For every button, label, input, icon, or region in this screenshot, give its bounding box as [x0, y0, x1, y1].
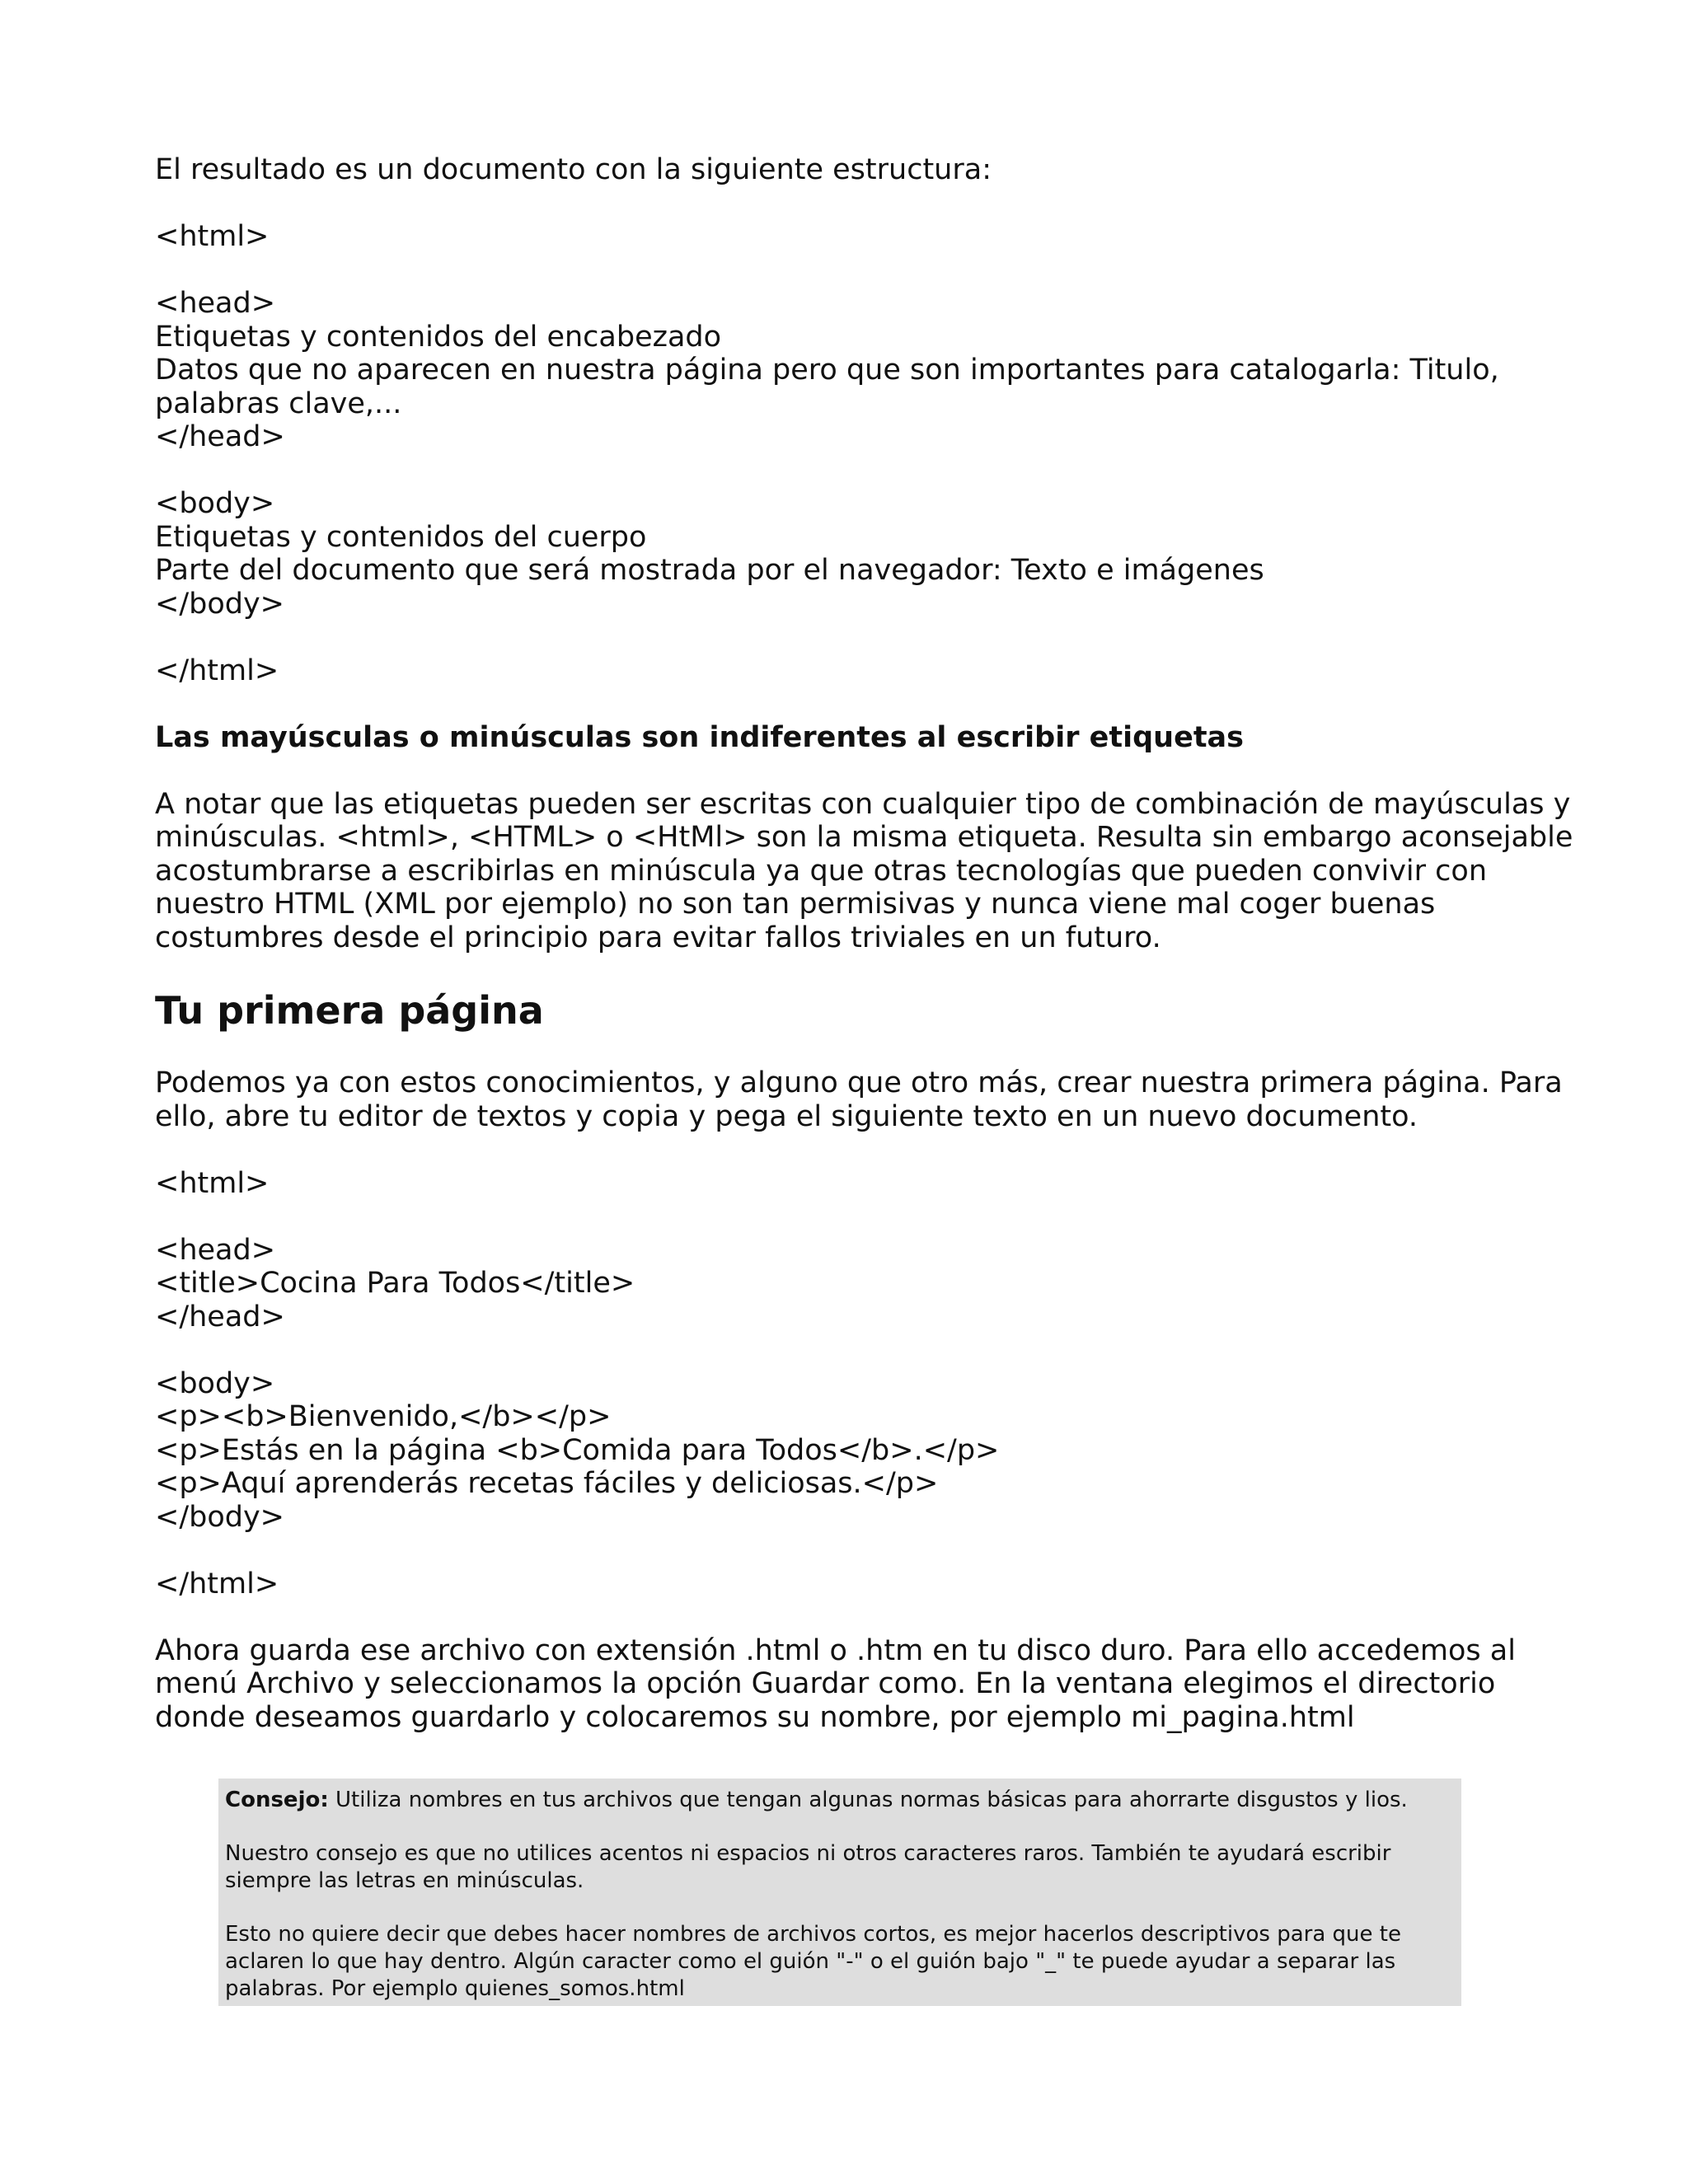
code-line: <html>: [155, 220, 270, 253]
save-instructions: [155, 1634, 1540, 1735]
code-example: [155, 1167, 1540, 1601]
paragraph-line: menú Archivo y seleccionamos la opción Guardar como. En la ventana elegimos el directorio: [155, 1667, 1496, 1700]
structure-text: palabras clave,...: [155, 387, 402, 420]
structure-text: Etiquetas y contenidos del encabezado: [155, 320, 722, 354]
tip-line: aclaren lo que hay dentro. Algún caracter como el guión "-" o el guión bajo "_" te puede ayudar a separar las: [225, 1949, 1396, 1974]
structure-text: Etiquetas y contenidos del cuerpo: [155, 520, 647, 554]
intro-text: El resultado es un documento con la siguiente estructura:: [155, 153, 992, 186]
tip-text: Utiliza nombres en tus archivos que tengan algunas normas básicas para ahorrarte disgustos y lios.: [328, 1788, 1408, 1812]
code-line: </html>: [155, 654, 279, 687]
code-line: <title>Cocina Para Todos</title>: [155, 1267, 635, 1300]
code-line: <html>: [155, 1166, 270, 1200]
code-line: <head>: [155, 1233, 276, 1267]
paragraph-line: A notar que las etiquetas pueden ser escritas con cualquier tipo de combinación de mayúsculas y: [155, 787, 1571, 821]
code-line: </body>: [155, 587, 285, 621]
code-line: </head>: [155, 420, 285, 453]
paragraph-line: ello, abre tu editor de textos y copia y pega el siguiente texto en un nuevo documento.: [155, 1099, 1418, 1133]
structure-block: [155, 220, 1540, 687]
structure-text: Datos que no aparecen en nuestra página pero que son importantes para catalogarla: Titulo,: [155, 354, 1499, 387]
paragraph-line: nuestro HTML (XML por ejemplo) no son tan permisivas y nunca viene mal coger buenas: [155, 888, 1436, 921]
tip-first-line: [225, 1787, 1455, 1814]
paragraph-line: acostumbrarse a escribirlas en minúscula ya que otras tecnologías que pueden convivir con: [155, 854, 1487, 888]
tip-line: Nuestro consejo es que no utilices acentos ni espacios ni otros caracteres raros. También te ayudará escribir: [225, 1841, 1391, 1866]
code-line: <p>Estás en la página <b>Comida para Todos</b>.</p>: [155, 1433, 1000, 1467]
code-line: <p><b>Bienvenido,</b></p>: [155, 1400, 612, 1433]
code-line: </html>: [155, 1567, 279, 1601]
first-page-intro: [155, 1066, 1563, 1133]
page-title: Tu primera página: [155, 988, 544, 1033]
code-line: </head>: [155, 1300, 285, 1333]
tip-line: Esto no quiere decir que debes hacer nombres de archivos cortos, es mejor hacerlos descriptivos para que te: [225, 1922, 1401, 1947]
structure-text: Parte del documento que será mostrada por el navegador: Texto e imágenes: [155, 554, 1264, 587]
document-page: [155, 153, 1573, 1734]
code-line: <body>: [155, 1366, 275, 1400]
code-line: </body>: [155, 1500, 285, 1534]
paragraph-line: donde deseamos guardarlo y colocaremos su nombre, por ejemplo mi_pagina.html: [155, 1700, 1355, 1734]
code-line: <head>: [155, 287, 276, 320]
paragraph-line: costumbres desde el principio para evitar fallos triviales en un futuro.: [155, 921, 1161, 954]
code-line: <body>: [155, 487, 275, 520]
paragraph-line: minúsculas. <html>, <HTML> o <HtMl> son la misma etiqueta. Resulta sin embargo aconsejable: [155, 821, 1573, 854]
paragraph-line: Podemos ya con estos conocimientos, y alguno que otro más, crear nuestra primera página. Para: [155, 1066, 1563, 1099]
paragraph-line: Ahora guarda ese archivo con extensión .html o .htm en tu disco duro. Para ello accedemos al: [155, 1633, 1516, 1667]
case-paragraph: [155, 787, 1573, 955]
section-heading: Las mayúsculas o minúsculas son indiferentes al escribir etiquetas: [155, 720, 1245, 754]
tip-line: palabras. Por ejemplo quienes_somos.html: [225, 1976, 685, 2001]
code-line: <p>Aquí aprenderás recetas fáciles y deliciosas.</p>: [155, 1467, 939, 1500]
tip-box: [218, 1779, 1461, 2006]
tip-line: siempre las letras en minúsculas.: [225, 1868, 584, 1893]
tip-label: Consejo:: [225, 1788, 329, 1812]
